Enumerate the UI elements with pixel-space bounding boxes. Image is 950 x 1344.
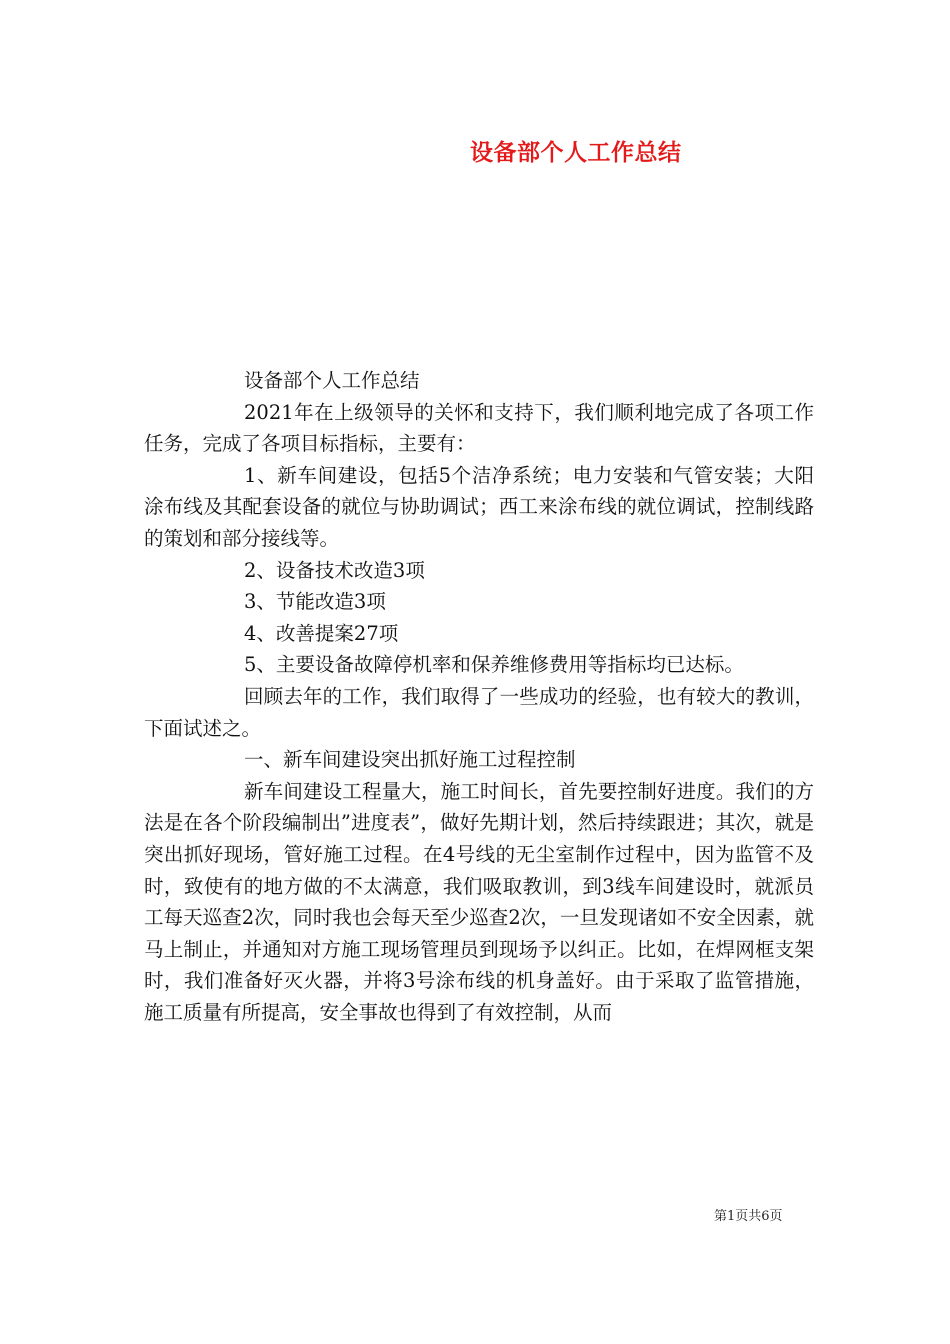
body-heading: 设备部个人工作总结 (244, 369, 420, 392)
list-item-3: 3、节能改造3项 (244, 590, 386, 614)
section-heading-1: 一、新车间建设突出抓好施工过程控制 (244, 748, 576, 772)
list-item-5: 5、主要设备故障停机率和保养维修费用等指标均已达标。 (244, 653, 744, 677)
page-number-footer: 第1页共6页 (714, 1209, 783, 1224)
list-item-2: 2、设备技术改造3项 (244, 558, 425, 582)
body-paragraph-review: 回顾去年的工作，我们取得了一些成功的经验，也有较大的教训，下面试述之。 (144, 684, 814, 740)
body-paragraph-intro: 2021年在上级领导的关怀和支持下，我们顺利地完成了各项工作任务，完成了各项目标指标，主要有： (144, 400, 814, 456)
document-title: 设备部个人工作总结 (470, 139, 682, 166)
list-item-4: 4、改善提案27项 (244, 621, 399, 645)
document-body (144, 365, 814, 1028)
body-paragraph-section-1: 新车间建设工程量大，施工时间长，首先要控制好进度。我们的方法是在各个阶段编制出”进度表”，做好先期计划，然后持续跟进；其次，就是突出抓好现场，管好施工过程。在4号线的无尘室制作过程中，因为监管不及时，致使有的地方做的不太满意，我们吸取教训，到3线车间建设时，就派员工每天巡查2次，同时我也会每天至少巡查2次，一旦发现诸如不安全因素，就马上制止，并通知对方施工现场管理员到现场予以纠正。比如，在焊网框支架时，我们准备好灭火器，并将3号涂布线的机身盖好。由于采取了监管措施，施工质量有所提高，安全事故也得到了有效控制，从而 (144, 779, 814, 1024)
list-item-1: 1、新车间建设，包括5个洁净系统；电力安装和气管安装；大阳涂布线及其配套设备的就位与协助调试；西工来涂布线的就位调试，控制线路的策划和部分接线等。 (144, 463, 814, 550)
